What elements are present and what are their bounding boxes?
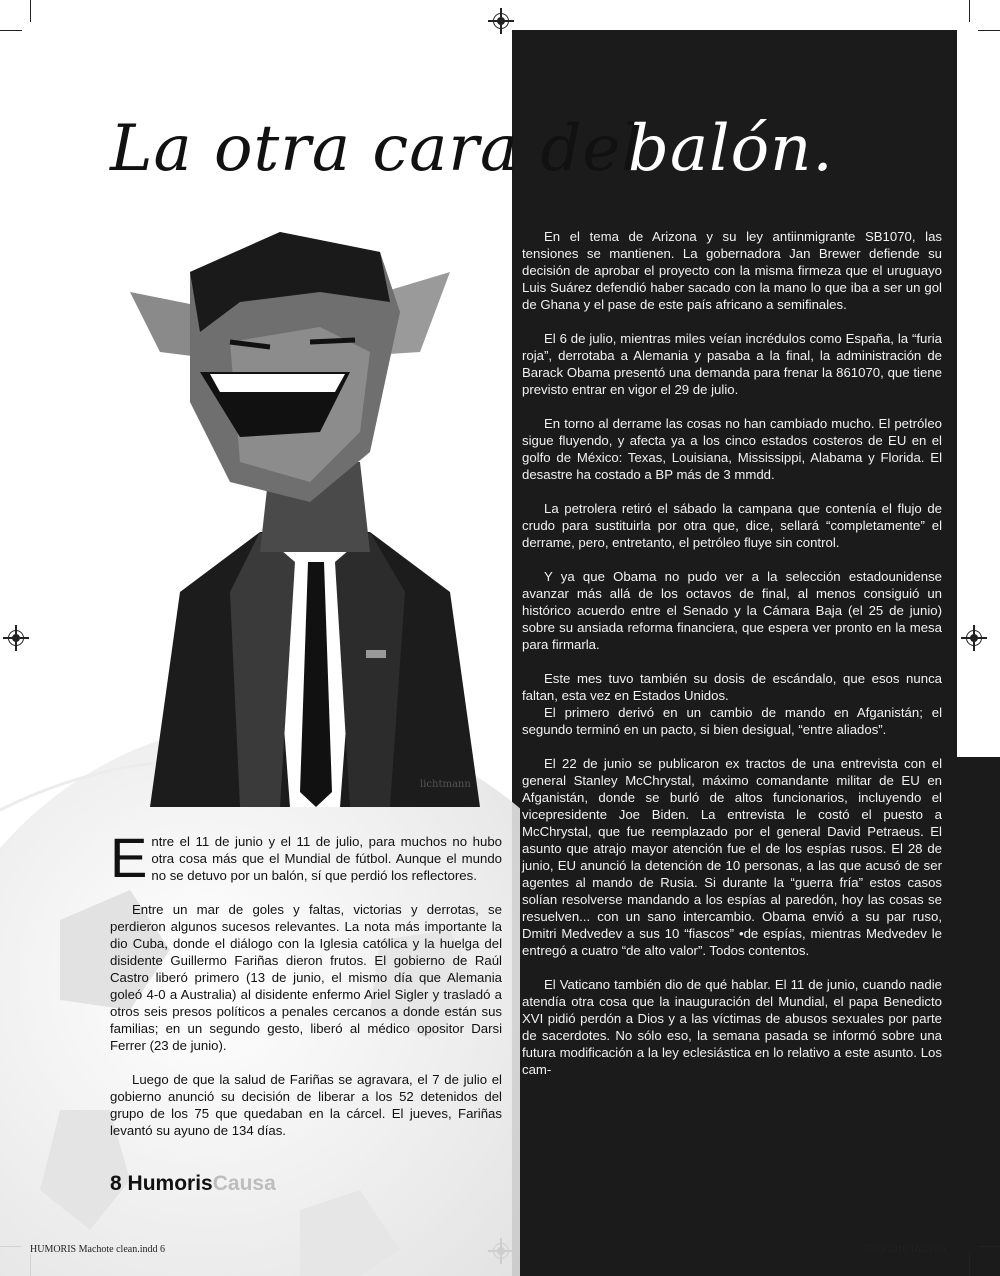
article-paragraph: Luego de que la salud de Fariñas se agravara, el 7 de julio el gobierno anunció su decisión de liberar a los 52 detenidos del grupo de los 75 que quedaban en la cárcel. El jueves, Fariñas levantó su ayuno de 134 días. — [110, 1072, 502, 1138]
article-paragraph: La petrolera retiró el sábado la campana que contenía el flujo de crudo para sustituirla por otra que, dice, sellará “completamente” el derrame, pero, entretanto, el petróleo fluye sin control. — [522, 501, 942, 550]
brand-name-secondary: Causa — [212, 1172, 276, 1195]
article-paragraph: Este mes tuvo también su dosis de escándalo, que esos nunca faltan, esta vez en Estados Unidos. — [522, 671, 942, 703]
page-number: 8 — [110, 1172, 122, 1195]
page-title-left: La otra cara del — [110, 112, 643, 186]
right-article-column — [522, 228, 942, 1078]
lead-paragraph-text: ntre el 11 de junio y el 11 de julio, para muchos no hubo otra cosa más que el Mundial de fútbol. Aunque el mundo no se detuvo por un balón, sí que perdió los reflectores. — [151, 834, 502, 883]
page-title-right: balón. — [628, 112, 834, 186]
black-edge-tab — [957, 757, 1000, 1276]
drop-cap: E — [110, 826, 148, 889]
article-paragraph: El primero derivó en un cambio de mando en Afganistán; el segundo terminó en un pacto, si bien desigual, “entre aliados”. — [522, 705, 942, 737]
print-slug-file: HUMORIS Machote clean.indd 6 — [30, 1244, 165, 1255]
obama-caricature-illustration — [120, 232, 520, 807]
crop-mark — [969, 1254, 970, 1276]
article-paragraph: El 6 de julio, mientras miles veían incrédulos como España, la “furia roja”, derrotaba a Alemania y pasaba a la final, la administración de Barack Obama presentó una demanda para frenar la 861070, que tiene previsto entrar en vigor el 29 de julio. — [522, 331, 942, 397]
left-article-column — [110, 826, 502, 1139]
article-paragraph: El Vaticano también dio de qué hablar. El 11 de junio, cuando nadie atendía otra cosa que la inauguración del Mundial, el papa Benedicto XVI pidió perdón a Dios y a las víctimas de abusos sexuales por parte de sacerdotes. No sólo eso, la semana pasada se informó sobre una futura modificación a la ley eclesiástica en lo relativo a este asunto. Los cam- — [522, 977, 942, 1077]
article-paragraph: En el tema de Arizona y su ley antiinmigrante SB1070, las tensiones se mantienen. La gobernadora Jan Brewer defiende su decisión de aprobar el proyecto con la misma firmeza que el uruguayo Luis Suárez defendió haber sacado con la mano lo que iba a ser un gol de Ghana y el pase de este país africano a semifinales. — [522, 229, 942, 312]
crop-mark — [978, 1246, 1000, 1247]
crop-mark — [30, 0, 31, 22]
registration-mark-icon — [8, 630, 24, 646]
crop-mark — [969, 0, 970, 22]
artist-signature: lichtmann — [420, 779, 471, 790]
lead-paragraph — [110, 826, 502, 889]
brand-name-primary: Humoris — [127, 1172, 213, 1195]
registration-mark-icon — [966, 630, 982, 646]
article-paragraph: El 22 de junio se publicaron ex tractos de una entrevista con el general Stanley McChrystal, máximo comandante militar de EU en Afganistán, donde se burló de altos funcionarios, incluyendo el vicepresidente Joe Biden. La entrevista le costó el puesto a McChrystal, que fue reemplazado por el general David Petraeus. El asunto que atrajo mayor atención fue el de los espías rusos. El 28 de junio, EU anunció la detención de 10 personas, a las que acusó de ser agentes al mando de Rusia. Si durante la “guerra fría” estos casos solían resolverse mandando a los espías al paredón, hoy las cosas se resuelven... con un sano intercambio. Obama envió a su par ruso, Dmitri Medvedev a sus 10 “fiascos” •de espías, mientras Medvedev le entregó a cuatro “de alto valor”. Todos contentos. — [522, 756, 942, 958]
crop-mark — [0, 30, 22, 31]
registration-mark-icon — [493, 13, 509, 29]
crop-mark — [978, 30, 1000, 31]
article-paragraph: Y ya que Obama no pudo ver a la selección estadounidense avanzar más allá de los octavos de final, al menos consiguió un histórico acuerdo entre el Senado y la Cámara Baja (el 25 de junio) sobre su ansiada reforma financiera, que espera ver pronto en la mesa para firmarla. — [522, 569, 942, 652]
print-slug-timestamp: 25/09/2010 16:21:05 — [862, 1244, 946, 1255]
article-paragraph: En torno al derrame las cosas no han cambiado mucho. El petróleo sigue fluyendo, y afecta ya a los cinco estados costeros de EU en el golfo de México: Texas, Louisiana, Mississippi, Alabama y Florida. El desastre ha costado a BP más de 3 mmdd. — [522, 416, 942, 482]
article-paragraph: Entre un mar de goles y faltas, victorias y derrotas, se perdieron algunos sucesos relevantes. La nota más importante la dio Cuba, donde el diálogo con la Iglesia católica y la huelga del disidente Guillermo Fariñas dieron frutos. El gobierno de Raúl Castro liberó primero (13 de junio, el mismo día que Alemania goleó 4-0 a Australia) al disidente enfermo Ariel Sigler y trasladó a otros seis presos políticos a penales cercanos a donde están sus familias; en un segundo gesto, liberó al médico opositor Darsi Ferrer (23 de junio). — [110, 902, 502, 1053]
page-footer — [110, 1172, 276, 1196]
